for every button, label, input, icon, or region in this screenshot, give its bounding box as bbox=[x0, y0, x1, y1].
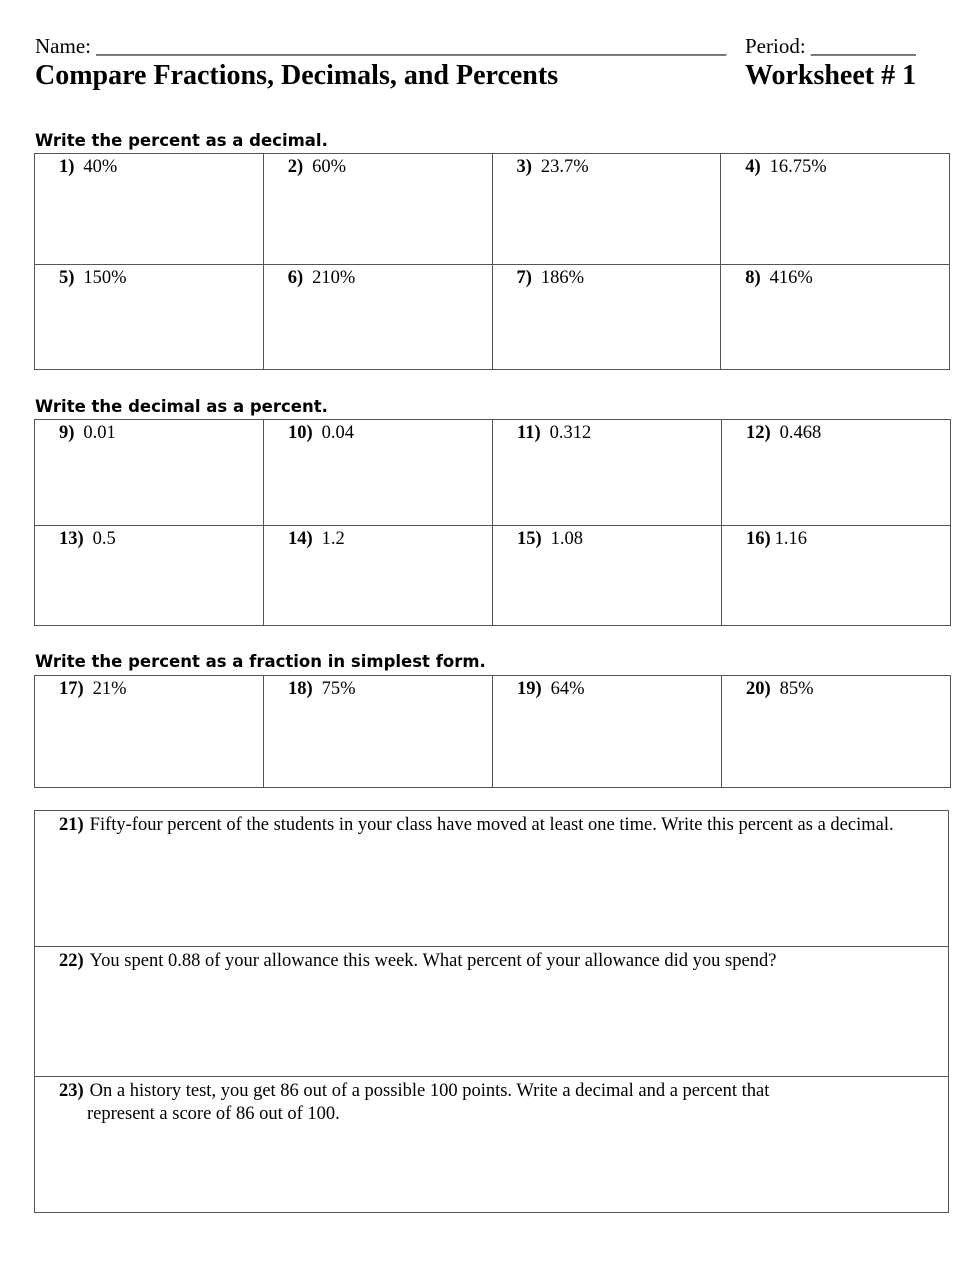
problem-number: 17) bbox=[59, 679, 84, 699]
problem-value: 150% bbox=[83, 268, 127, 288]
section-1-instruction: Write the percent as a decimal. bbox=[35, 131, 328, 150]
problem-value: 0.468 bbox=[779, 423, 822, 443]
problem-cell[interactable] bbox=[263, 265, 492, 370]
period-field-label: Period: __________ bbox=[745, 34, 916, 58]
section-1-grid bbox=[34, 153, 950, 370]
problem-value: 0.04 bbox=[321, 423, 355, 443]
problem-value: 75% bbox=[321, 679, 356, 699]
problem-number: 12) bbox=[746, 423, 771, 443]
problem-cell[interactable] bbox=[264, 676, 493, 788]
problem-number: 6) bbox=[287, 268, 304, 288]
problem-number: 5) bbox=[59, 268, 75, 288]
problem-value: 0.01 bbox=[83, 423, 116, 443]
problem-value: 23.7% bbox=[540, 157, 589, 177]
problem-cell[interactable] bbox=[493, 420, 722, 526]
section-2-instruction: Write the decimal as a percent. bbox=[35, 397, 328, 416]
word-problem-text: Fifty-four percent of the students in your class have moved at least one time. Write this percent as a decimal. bbox=[89, 815, 894, 835]
problem-cell[interactable] bbox=[722, 420, 951, 526]
problem-cell[interactable] bbox=[721, 265, 950, 370]
problem-number: 10) bbox=[288, 423, 313, 443]
problem-value: 416% bbox=[769, 268, 813, 288]
problem-number: 4) bbox=[745, 157, 761, 177]
problem-cell[interactable] bbox=[493, 526, 722, 626]
problem-value: 21% bbox=[92, 679, 127, 699]
word-problem-text-line-2: represent a score of 86 out of 100. bbox=[87, 1104, 340, 1124]
problem-number: 16) bbox=[746, 529, 771, 549]
problem-value: 60% bbox=[312, 157, 347, 177]
problem-value: 1.08 bbox=[550, 529, 584, 549]
section-3-instruction: Write the percent as a fraction in simplest form. bbox=[35, 652, 486, 671]
page-title: Compare Fractions, Decimals, and Percents bbox=[35, 60, 559, 91]
problem-cell[interactable] bbox=[35, 154, 264, 265]
problem-value: 1.16 bbox=[774, 529, 808, 549]
problem-number: 21) bbox=[59, 815, 84, 835]
word-problem-text: You spent 0.88 of your allowance this week. What percent of your allowance did you spend? bbox=[89, 951, 777, 971]
problem-value: 210% bbox=[312, 268, 356, 288]
problem-cell[interactable] bbox=[35, 420, 264, 526]
problem-number: 19) bbox=[517, 679, 542, 699]
problem-cell[interactable] bbox=[264, 420, 493, 526]
problem-value: 16.75% bbox=[769, 157, 827, 177]
word-problem-cell[interactable] bbox=[35, 1077, 949, 1213]
problem-number: 7) bbox=[516, 268, 532, 288]
problem-number: 3) bbox=[516, 157, 532, 177]
problem-value: 85% bbox=[779, 679, 814, 699]
problem-number: 2) bbox=[287, 157, 304, 177]
problem-value: 186% bbox=[540, 268, 585, 288]
problem-cell[interactable] bbox=[35, 676, 264, 788]
word-problem-cell[interactable] bbox=[35, 947, 949, 1077]
problem-number: 8) bbox=[745, 268, 761, 288]
problem-cell[interactable] bbox=[492, 265, 721, 370]
problem-cell[interactable] bbox=[35, 526, 264, 626]
problem-number: 23) bbox=[59, 1081, 84, 1101]
word-problem-text: On a history test, you get 86 out of a possible 100 points. Write a decimal and a percent that bbox=[89, 1081, 770, 1101]
problem-value: 0.312 bbox=[549, 423, 592, 443]
section-2-grid bbox=[34, 419, 951, 626]
problem-number: 13) bbox=[59, 529, 84, 549]
problem-number: 11) bbox=[517, 423, 541, 443]
problem-cell[interactable] bbox=[35, 265, 264, 370]
problem-cell[interactable] bbox=[722, 676, 951, 788]
problem-number: 9) bbox=[59, 423, 75, 443]
problem-cell[interactable] bbox=[721, 154, 950, 265]
word-problems-table bbox=[34, 810, 949, 1213]
problem-number: 1) bbox=[59, 157, 75, 177]
problem-value: 0.5 bbox=[92, 529, 116, 549]
problem-cell[interactable] bbox=[263, 154, 492, 265]
problem-number: 15) bbox=[517, 529, 542, 549]
word-problem-cell[interactable] bbox=[35, 811, 949, 947]
problem-cell[interactable] bbox=[264, 526, 493, 626]
name-field-label: Name: ____________________________________________________________ bbox=[35, 34, 727, 58]
problem-number: 20) bbox=[746, 679, 771, 699]
worksheet-number: Worksheet # 1 bbox=[745, 60, 917, 91]
problem-cell[interactable] bbox=[722, 526, 951, 626]
section-3-grid bbox=[34, 675, 951, 788]
problem-value: 40% bbox=[83, 157, 118, 177]
problem-number: 22) bbox=[59, 951, 84, 971]
problem-value: 64% bbox=[550, 679, 585, 699]
problem-cell[interactable] bbox=[493, 676, 722, 788]
problem-cell[interactable] bbox=[492, 154, 721, 265]
problem-number: 14) bbox=[288, 529, 313, 549]
problem-value: 1.2 bbox=[321, 529, 345, 549]
problem-number: 18) bbox=[288, 679, 313, 699]
